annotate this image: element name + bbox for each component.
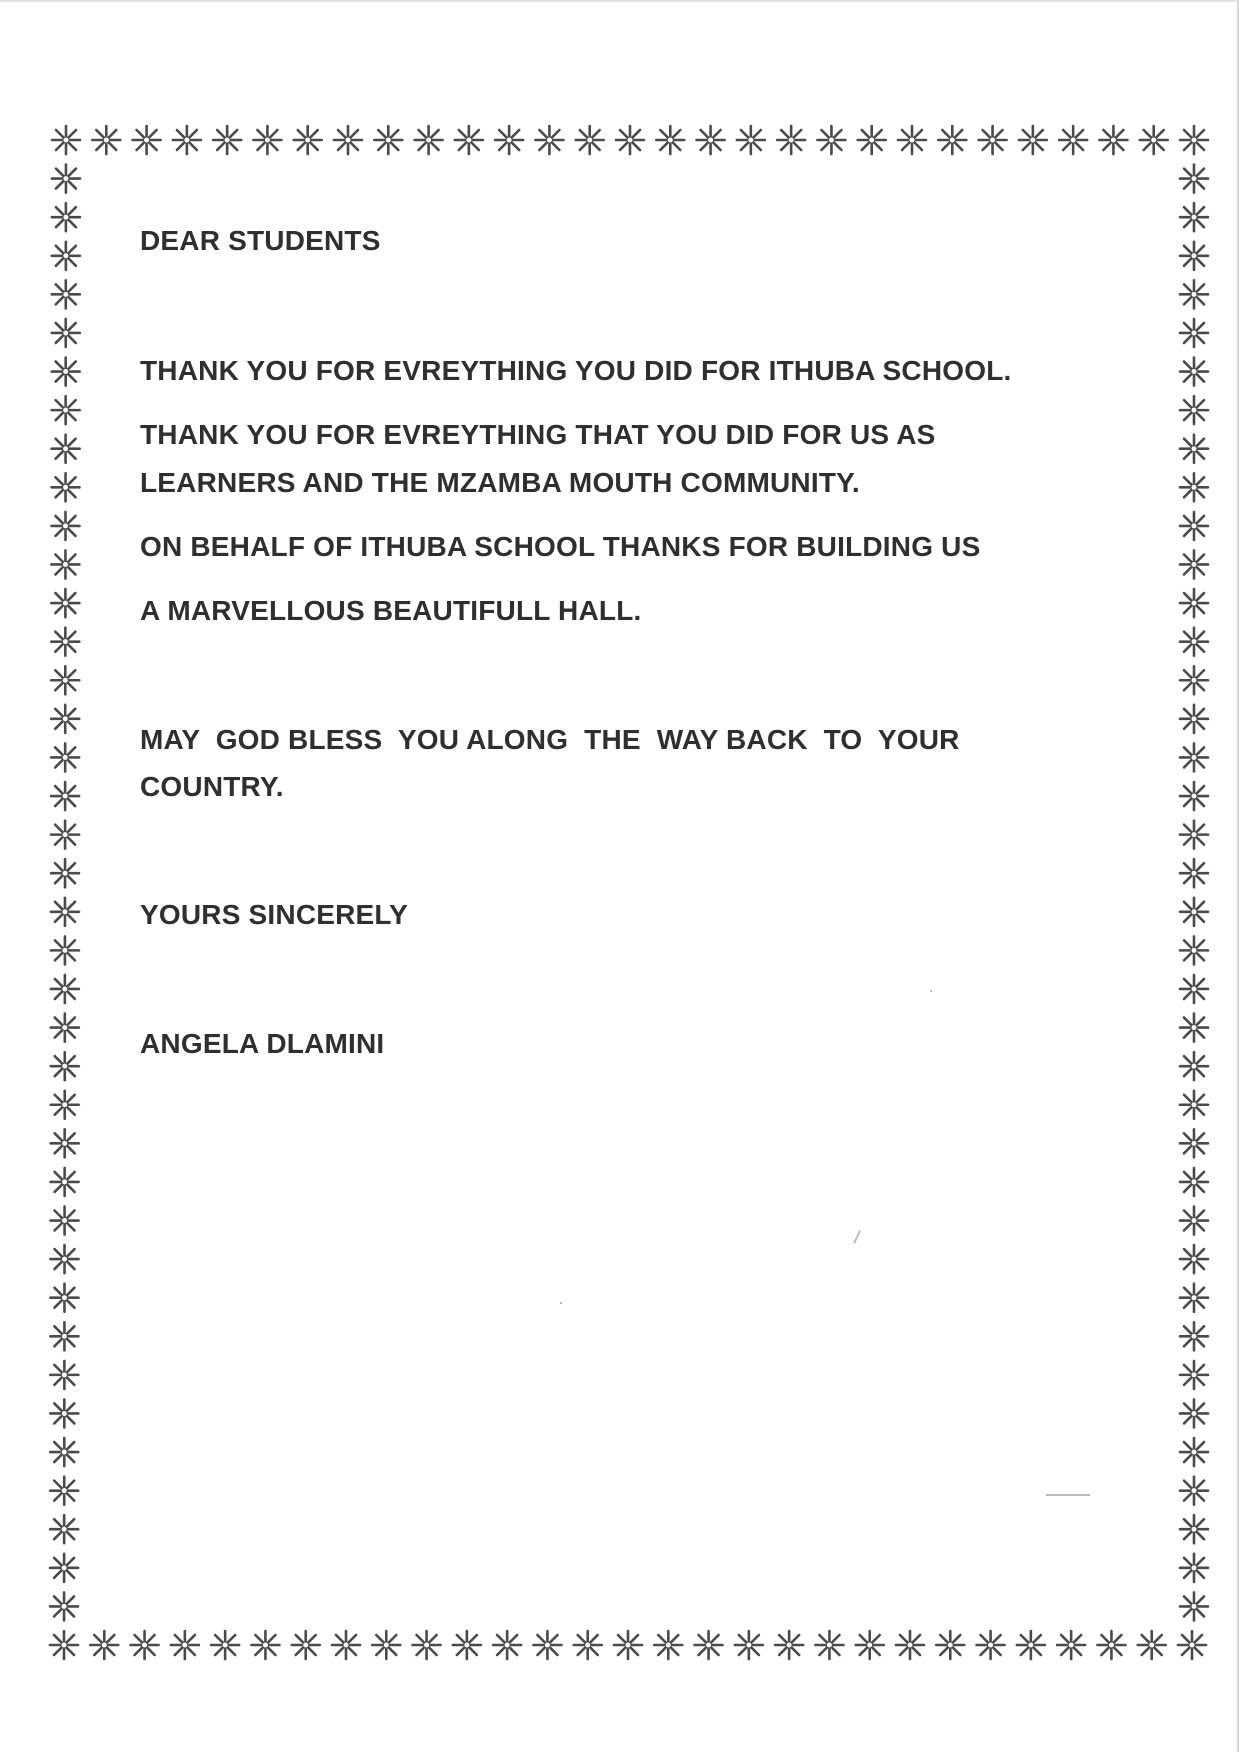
salutation: DEAR STUDENTS [140, 225, 381, 256]
border-flake-icon [1180, 705, 1208, 733]
border-flake-icon [51, 975, 79, 1003]
border-flake-icon [1180, 1284, 1208, 1312]
body-line-3: LEARNERS AND THE MZAMBA MOUTH COMMUNITY. [140, 467, 860, 498]
border-flake-icon [51, 512, 79, 540]
border-flake-icon [51, 1091, 79, 1119]
body-line-5: A MARVELLOUS BEAUTIFULL HALL. [140, 595, 642, 626]
border-flake-icon [52, 203, 80, 231]
border-flake-icon [1180, 628, 1208, 656]
border-flake-icon [1180, 936, 1208, 964]
border-flake-icon [1180, 898, 1208, 926]
border-flake-icon [90, 1631, 118, 1659]
border-flake-icon [51, 666, 79, 694]
border-flake-icon [1180, 975, 1208, 1003]
border-flake-icon [1180, 203, 1208, 231]
border-flake-icon [50, 1477, 78, 1505]
border-flake-icon [51, 1207, 79, 1235]
border-flake-icon [52, 126, 80, 154]
border-flake-icon [1180, 550, 1208, 578]
border-flake-icon [52, 473, 80, 501]
border-flake-icon [1180, 666, 1208, 694]
scan-speck [1046, 1494, 1090, 1496]
border-flake-icon [50, 1515, 78, 1543]
border-flake-icon [1180, 1361, 1208, 1389]
border-flake-icon [1180, 1052, 1208, 1080]
border-flake-icon [1180, 821, 1208, 849]
border-flake-icon [51, 1052, 79, 1080]
border-flake-icon [51, 898, 79, 926]
border-flake-icon [1180, 589, 1208, 617]
border-flake-icon [51, 1014, 79, 1042]
border-flake-icon [51, 1129, 79, 1157]
body-line-1: THANK YOU FOR EVREYTHING YOU DID FOR ITHUBA SCHOOL. [140, 355, 1012, 386]
border-flake-icon [1180, 358, 1208, 386]
border-flake-icon [51, 821, 79, 849]
border-flake-icon [1178, 1631, 1206, 1659]
border-flake-icon [51, 589, 79, 617]
border-flake-icon [51, 859, 79, 887]
border-flake-icon [51, 782, 79, 810]
border-flake-icon [50, 1554, 78, 1582]
border-flake-icon [1180, 1515, 1208, 1543]
border-flake-icon [1180, 1399, 1208, 1427]
border-flake-icon [50, 1592, 78, 1620]
border-flake-icon [1138, 1631, 1166, 1659]
border-flake-icon [1097, 1631, 1125, 1659]
border-flake-icon [51, 1245, 79, 1273]
border-flake-icon [50, 1438, 78, 1466]
body-line-2: THANK YOU FOR EVREYTHING THAT YOU DID FOR US AS [140, 419, 936, 450]
body-line-4: ON BEHALF OF ITHUBA SCHOOL THANKS FOR BUILDING US [140, 531, 981, 562]
border-flake-icon [1180, 1477, 1208, 1505]
border-flake-icon [1180, 435, 1208, 463]
border-flake-icon [52, 358, 80, 386]
border-flake-icon [50, 1399, 78, 1427]
blessing-line-1: MAY GOD BLESS YOU ALONG THE WAY BACK TO YOUR [140, 724, 960, 755]
border-flake-icon [92, 126, 120, 154]
border-flake-icon [52, 280, 80, 308]
border-flake-icon [1180, 319, 1208, 347]
scan-speck [560, 1302, 562, 1304]
border-flake-icon [1180, 859, 1208, 887]
border-flake-icon [1180, 396, 1208, 424]
letter-body [140, 0, 1100, 1752]
border-flake-icon [50, 1631, 78, 1659]
border-flake-icon [1180, 280, 1208, 308]
border-flake-icon [50, 1361, 78, 1389]
border-flake-icon [1180, 512, 1208, 540]
border-flake-icon [1180, 1014, 1208, 1042]
border-flake-icon [51, 1168, 79, 1196]
border-flake-icon [52, 435, 80, 463]
border-flake-icon [1180, 473, 1208, 501]
blessing-line-2: COUNTRY. [140, 771, 284, 802]
border-flake-icon [1180, 1245, 1208, 1273]
border-flake-icon [50, 1284, 78, 1312]
border-flake-icon [50, 1322, 78, 1350]
border-flake-icon [1180, 1207, 1208, 1235]
border-flake-icon [51, 705, 79, 733]
border-flake-icon [1180, 1592, 1208, 1620]
closing: YOURS SINCERELY [140, 899, 409, 930]
border-flake-icon [1180, 1554, 1208, 1582]
signature-name: ANGELA DLAMINI [140, 1028, 385, 1059]
border-flake-icon [1180, 242, 1208, 270]
border-flake-icon [51, 550, 79, 578]
border-flake-icon [1180, 165, 1208, 193]
border-flake-icon [52, 396, 80, 424]
border-flake-icon [52, 319, 80, 347]
border-flake-icon [52, 165, 80, 193]
border-flake-icon [51, 936, 79, 964]
border-flake-icon [51, 743, 79, 771]
border-flake-icon [1180, 1168, 1208, 1196]
border-flake-icon [1180, 126, 1208, 154]
border-flake-icon [1180, 743, 1208, 771]
border-flake-icon [1180, 1322, 1208, 1350]
border-flake-icon [1180, 782, 1208, 810]
border-flake-icon [51, 628, 79, 656]
border-flake-icon [1099, 126, 1127, 154]
scan-speck [930, 990, 932, 992]
border-flake-icon [1140, 126, 1168, 154]
border-flake-icon [1180, 1091, 1208, 1119]
border-flake-icon [1180, 1438, 1208, 1466]
border-flake-icon [52, 242, 80, 270]
border-flake-icon [1180, 1129, 1208, 1157]
